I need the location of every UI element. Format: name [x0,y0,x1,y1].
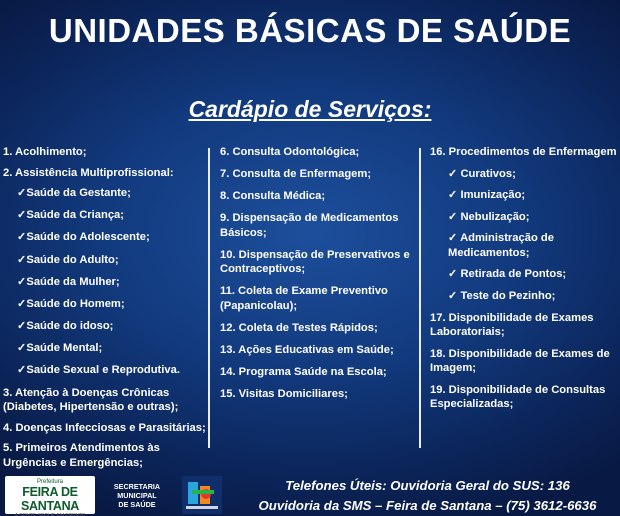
service-item: 14. Programa Saúde na Escola; [220,366,387,379]
service-item: 12. Coleta de Testes Rápidos; [220,322,378,335]
service-item: 18. Disponibilidade de Exames de Imagem; [430,347,610,375]
service-item: 5. Primeiros Atendimentos às Urgências e Emergências; [3,442,160,469]
sub-service-item: ✓ Curativos; [448,167,516,180]
useful-phones [235,476,620,516]
page-subtitle: Cardápio de Serviços: [188,96,432,122]
service-item: 17. Disponibilidade de Exames Laboratoriais; [430,311,594,339]
sub-service-item: ✓ Administração de Medicamentos; [448,232,554,259]
page-title: UNIDADES BÁSICAS DE SAÚDE [48,12,572,49]
service-item: 15. Visitas Domiciliares; [220,388,348,401]
sub-service-item: ✓Saúde do Adolescente; [17,231,150,244]
column-divider [419,148,421,448]
secretaria-line: DE SAÚDE [118,500,156,509]
phones-line-2: Ouvidoria da SMS – Feira de Santana – (75) 3612-6636 [258,498,597,514]
service-item: 10. Dispensação de Preservativos e Contraceptivos; [220,248,410,276]
prefeitura-logo [5,476,95,514]
service-item: 3. Atenção à Doenças Crônicas (Diabetes, Hipertensão e outras); [3,386,179,414]
service-item: 6. Consulta Odontológica; [220,146,360,158]
secretaria-label [108,482,166,509]
sub-service-item: ✓Saúde Mental; [17,342,103,355]
service-item: 7. Consulta de Enfermagem; [220,168,372,181]
phones-line-1: Telefones Úteis: Ouvidoria Geral do SUS: 136 [285,478,570,493]
sub-service-item: ✓ Retirada de Pontos; [448,268,567,281]
logo-tagline: A GENTE SEGUE EM FRENTE [14,513,86,516]
service-item: 2. Assistência Multiprofissional: [3,166,174,179]
secretaria-line: SECRETARIA [113,482,161,491]
logo-big-text: FEIRA DE SANTANA [20,485,80,513]
service-item: 9. Dispensação de Medicamentos Básicos; [220,212,399,239]
service-item: 13. Ações Educativas em Saúde; [220,344,394,357]
sub-service-item: ✓Saúde da Mulher; [17,275,120,288]
service-item: 4. Doenças Infecciosas e Parasitárias; [3,421,206,434]
sub-service-item: ✓Saúde do Homem; [17,297,125,310]
service-item: 19. Disponibilidade de Consultas Especializadas; [430,383,606,411]
services-column-3 [430,145,620,419]
sub-service-item: ✓Saúde da Gestante; [17,187,131,200]
sub-service-item: ✓ Imunização; [448,189,526,202]
health-family-emblem-icon [182,476,222,514]
sub-service-item: ✓Saúde Sexual e Reprodutiva. [17,364,180,377]
service-item: 8. Consulta Médica; [220,190,326,203]
logo-small-text: Prefeitura [36,479,63,485]
sub-service-item: ✓ Teste do Pezinho; [448,289,556,302]
services-column-2 [220,145,418,409]
sub-service-item: ✓Saúde da Criança; [17,209,124,222]
sub-service-item: ✓Saúde do idoso; [17,320,114,333]
service-item: 11. Coleta de Exame Preventivo (Papanicolau); [220,285,388,312]
column-divider [208,148,210,448]
services-column-1 [3,145,208,476]
service-item: 16. Procedimentos de Enfermagem [430,146,617,158]
sub-service-item: ✓ Nebulização; [448,210,530,223]
sub-service-item: ✓Saúde do Adulto; [17,253,119,266]
secretaria-line: MUNICIPAL [117,491,157,500]
service-item: 1. Acolhimento; [3,146,87,158]
